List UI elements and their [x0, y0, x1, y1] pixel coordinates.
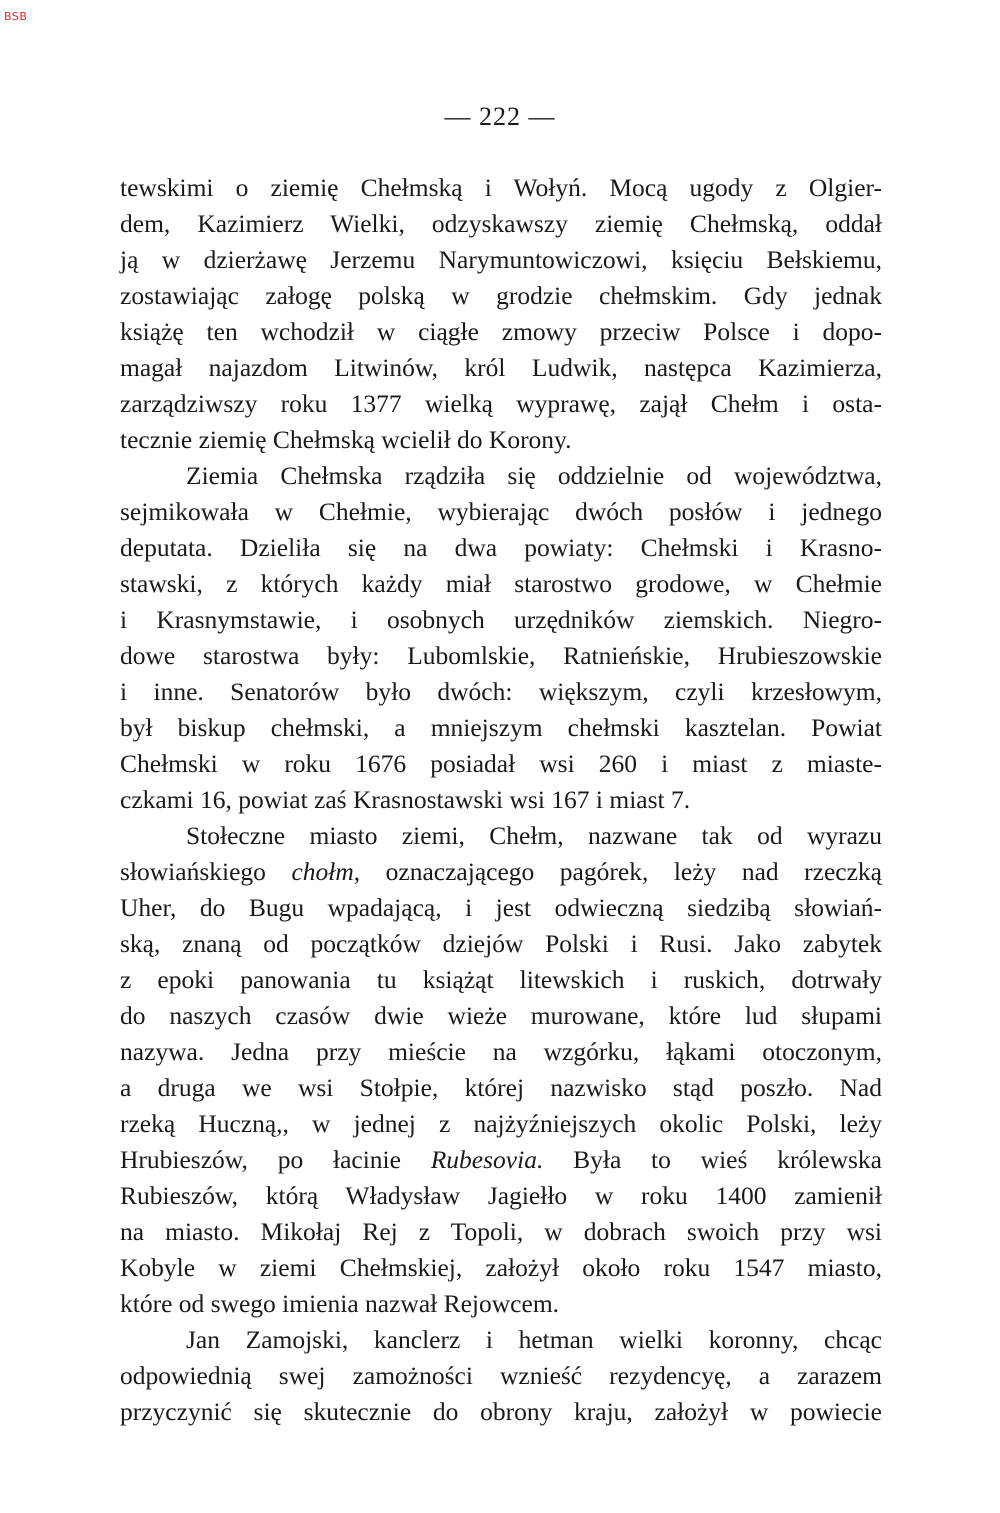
text-line: Chełmski w roku 1676 posiadał wsi 260 i miast z miaste-	[120, 749, 882, 778]
page-number: — 222 —	[444, 102, 556, 131]
text-line: czkami 16, powiat zaś Krasnostawski wsi 167 i miast 7.	[120, 785, 691, 814]
text-line: deputata. Dzieliła się na dwa powiaty: Chełmski i Krasno-	[120, 533, 882, 562]
text-line: które od swego imienia nazwał Rejowcem.	[120, 1289, 560, 1318]
text-line: był biskup chełmski, a mniejszym chełmski kasztelan. Powiat	[120, 713, 882, 742]
text-line: Ziemia Chełmska rządziła się oddzielnie od województwa,	[186, 461, 882, 490]
text-line: a druga we wsi Stołpie, której nazwisko stąd poszło. Nad	[120, 1073, 882, 1102]
text-line: Uher, do Bugu wpadającą, i jest odwieczną siedzibą słowiań-	[120, 893, 882, 922]
text-line: tecznie ziemię Chełmską wcielił do Korony.	[120, 425, 572, 454]
text-line: i Krasnymstawie, i osobnych urzędników ziemskich. Niegro-	[120, 605, 882, 634]
text-line: zarządziwszy roku 1377 wielką wyprawę, zajął Chełm i osta-	[120, 389, 882, 418]
text-line: Jan Zamojski, kanclerz i hetman wielki koronny, chcąc	[186, 1325, 882, 1354]
text-line: książę ten wchodził w ciągłe zmowy przeciw Polsce i dopo-	[120, 317, 882, 346]
text-line: Stołeczne miasto ziemi, Chełm, nazwane tak od wyrazu	[186, 821, 882, 850]
body-text	[120, 170, 882, 1430]
text-line: magał najazdom Litwinów, król Ludwik, następca Kazimierza,	[120, 353, 882, 382]
text-line: nazywa. Jedna przy mieście na wzgórku, łąkami otoczonym,	[120, 1037, 882, 1066]
text-line: do naszych czasów dwie wieże murowane, które lud słupami	[120, 1001, 882, 1030]
text-line: zostawiając załogę polską w grodzie chełmskim. Gdy jednak	[120, 281, 882, 310]
text-line: odpowiednią swej zamożności wznieść rezydencyę, a zarazem	[120, 1361, 882, 1390]
text-line: i inne. Senatorów było dwóch: większym, czyli krzesłowym,	[120, 677, 882, 706]
text-line: dem, Kazimierz Wielki, odzyskawszy ziemię Chełmską, oddał	[120, 209, 882, 238]
text-line: na miasto. Mikołaj Rej z Topoli, w dobrach swoich przy wsi	[120, 1217, 882, 1246]
text-line: Rubieszów, którą Władysław Jagiełło w roku 1400 zamienił	[120, 1181, 882, 1210]
text-line: rzeką Huczną,, w jednej z najżyźniejszych okolic Polski, leży	[120, 1109, 882, 1138]
text-line: przyczynić się skutecznie do obrony kraju, założył w powiecie	[120, 1397, 882, 1426]
text-line: z epoki panowania tu książąt litewskich i ruskich, dotrwały	[120, 965, 882, 994]
text-line: stawski, z których każdy miał starostwo grodowe, w Chełmie	[120, 569, 882, 598]
text-line: ską, znaną od początków dziejów Polski i Rusi. Jako zabytek	[120, 929, 882, 958]
text-line: tewskimi o ziemię Chełmską i Wołyń. Mocą ugody z Olgier-	[120, 173, 882, 202]
text-line: Hrubieszów, po łacinie Rubesovia. Była to wieś królewska	[120, 1145, 882, 1174]
text-line: Kobyle w ziemi Chełmskiej, założył około roku 1547 miasto,	[120, 1253, 882, 1282]
text-line: dowe starostwa były: Lubomlskie, Ratnieńskie, Hrubieszowskie	[120, 641, 882, 670]
text-line: ją w dzierżawę Jerzemu Narymuntowiczowi, księciu Bełskiemu,	[120, 245, 882, 274]
library-watermark: BSB	[4, 10, 28, 23]
text-line: słowiańskiego chołm, oznaczającego pagórek, leży nad rzeczką	[120, 857, 882, 886]
text-line: sejmikowała w Chełmie, wybierając dwóch posłów i jednego	[120, 497, 882, 526]
